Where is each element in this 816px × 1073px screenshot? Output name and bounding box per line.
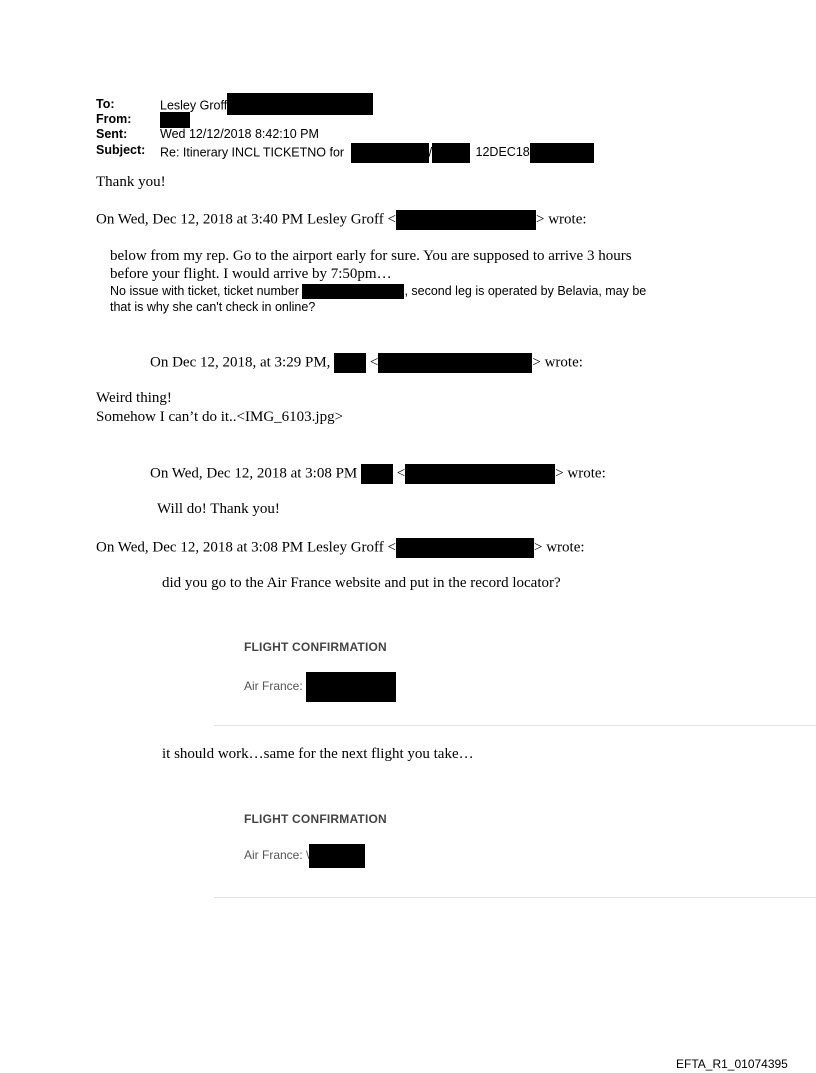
divider-1 (214, 725, 816, 726)
quote-header-4-suffix: > wrote: (534, 539, 585, 556)
redaction-block (351, 143, 429, 163)
quote-header-4 (96, 538, 585, 558)
quote-header-3-lt: < (396, 465, 406, 482)
redaction-block (396, 538, 534, 558)
quote-header-3-suffix: > wrote: (555, 465, 606, 482)
divider-2 (214, 897, 816, 898)
air-france-label-1: Air France: (244, 679, 303, 694)
quote-header-2-intro: On Dec 12, 2018, at 3:29 PM, (150, 354, 331, 371)
to-value (160, 97, 373, 115)
message-2-line-1: Weird thing! (96, 390, 172, 406)
flight-confirmation-heading-1: FLIGHT CONFIRMATION (244, 640, 387, 654)
message-1-line-1: below from my rep. Go to the airport early for sure. You are supposed to arrive 3 hours (110, 248, 632, 264)
sent-value: Wed 12/12/2018 8:42:10 PM (160, 127, 319, 141)
quote-header-2-lt: < (369, 354, 379, 371)
quote-header-1-suffix: > wrote: (536, 211, 587, 228)
message-1-line-3b: , second leg is operated by Belavia, may be (404, 284, 647, 298)
quote-header-2 (150, 353, 583, 373)
redaction-block (227, 93, 373, 115)
message-4: did you go to the Air France website and put in the record locator? (162, 575, 561, 591)
subject-label: Subject: (96, 143, 146, 157)
subject-date: 12DEC18 (475, 145, 530, 160)
flight-confirmation-line-1 (244, 672, 396, 702)
to-name: Lesley Groff (160, 98, 228, 113)
flight-confirmation-heading-2: FLIGHT CONFIRMATION (244, 812, 387, 826)
redaction-block (405, 464, 555, 484)
message-1-line-3a: No issue with ticket, ticket number (110, 284, 299, 298)
redaction-block (378, 353, 532, 373)
quote-header-4-intro: On Wed, Dec 12, 2018 at 3:08 PM Lesley Groff < (96, 539, 396, 556)
message-3: Will do! Thank you! (157, 501, 280, 517)
subject-slash: / (428, 145, 433, 160)
redaction-block (530, 143, 594, 163)
quote-header-3-intro: On Wed, Dec 12, 2018 at 3:08 PM (150, 465, 358, 482)
air-france-label-2: Air France: \ (244, 848, 310, 863)
to-label: To: (96, 97, 115, 111)
message-2-line-2: Somehow I can’t do it..<IMG_6103.jpg> (96, 409, 344, 425)
quote-header-1 (96, 210, 587, 230)
message-1-line-2: before your flight. I would arrive by 7:50pm… (110, 266, 392, 282)
redaction-block (396, 210, 536, 230)
sent-label: Sent: (96, 127, 128, 141)
redaction-block (309, 844, 365, 868)
message-1-line-3 (110, 284, 646, 299)
redaction-block (160, 112, 190, 128)
quote-header-1-intro: On Wed, Dec 12, 2018 at 3:40 PM Lesley Groff < (96, 211, 396, 228)
document-id: EFTA_R1_01074395 (676, 1057, 788, 1071)
subject-prefix: Re: Itinerary INCL TICKETNO for (160, 145, 345, 160)
redaction-block (432, 143, 470, 163)
redaction-block (361, 464, 393, 484)
message-5: it should work…same for the next flight you take… (162, 746, 474, 762)
subject-value (160, 143, 594, 163)
redaction-block (334, 353, 366, 373)
message-1-line-4: that is why she can't check in online? (110, 300, 316, 314)
redaction-block (302, 284, 404, 299)
quote-header-3 (150, 464, 606, 484)
from-label: From: (96, 112, 132, 126)
redaction-block (306, 672, 396, 702)
flight-confirmation-line-2 (244, 844, 365, 868)
quote-header-2-suffix: > wrote: (532, 354, 583, 371)
thank-you-text: Thank you! (96, 174, 166, 190)
